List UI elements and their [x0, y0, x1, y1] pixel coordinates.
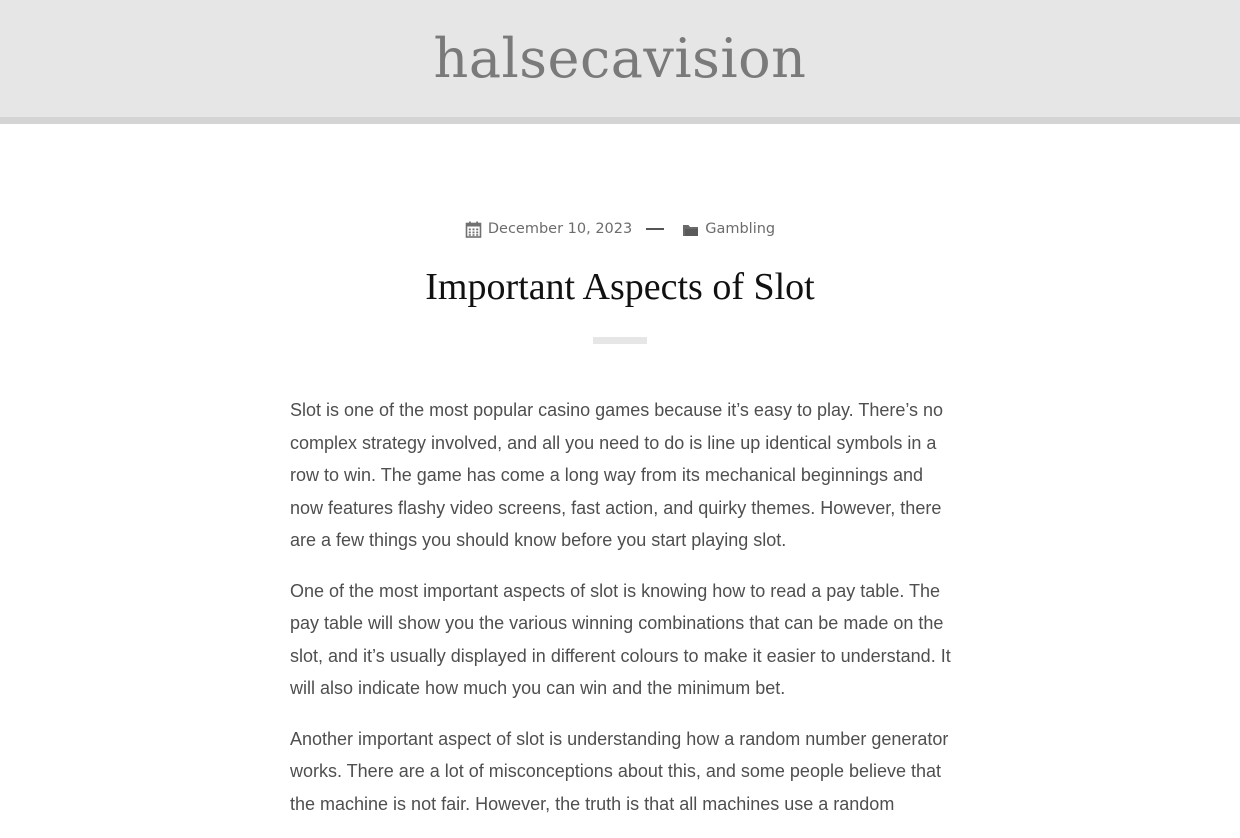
entry-meta: [0, 217, 1240, 241]
meta-separator: [646, 228, 664, 230]
post-paragraph: One of the most important aspects of slot is knowing how to read a pay table. The pay table will show you the various winning combinations that can be made on the slot, and it’s usually displayed in different colours to make it easier to understand. It will also indicate how much you can win and the minimum bet.: [290, 580, 951, 698]
folder-icon: [682, 222, 699, 237]
site-title-link[interactable]: halsecavision: [433, 27, 807, 90]
post-paragraph: Another important aspect of slot is understanding how a random number generator works. There are a lot of misconceptions about this, and some people believe that the machine is not fair. However, the truth is that all machines use a random: [290, 728, 949, 814]
site-header: [0, 0, 1240, 124]
post-title: Important Aspects of Slot: [425, 266, 815, 308]
post-category: [682, 221, 775, 237]
post-content: [290, 394, 952, 838]
post-paragraph: Slot is one of the most popular casino games because it’s easy to play. There’s no complex strategy involved, and all you need to do is line up identical symbols in a row to win. The game has come a long way from its mechanical beginnings and now features flashy video screens, fast action, and quirky themes. However, there are a few things you should know before you start playing slot.: [290, 400, 944, 550]
title-divider: [593, 337, 647, 344]
site-title: [0, 26, 1240, 92]
calendar-icon: [465, 221, 482, 238]
post-category-link[interactable]: Gambling: [705, 221, 776, 237]
post-date-link[interactable]: December 10, 2023: [487, 221, 633, 237]
post-date: [465, 221, 632, 238]
